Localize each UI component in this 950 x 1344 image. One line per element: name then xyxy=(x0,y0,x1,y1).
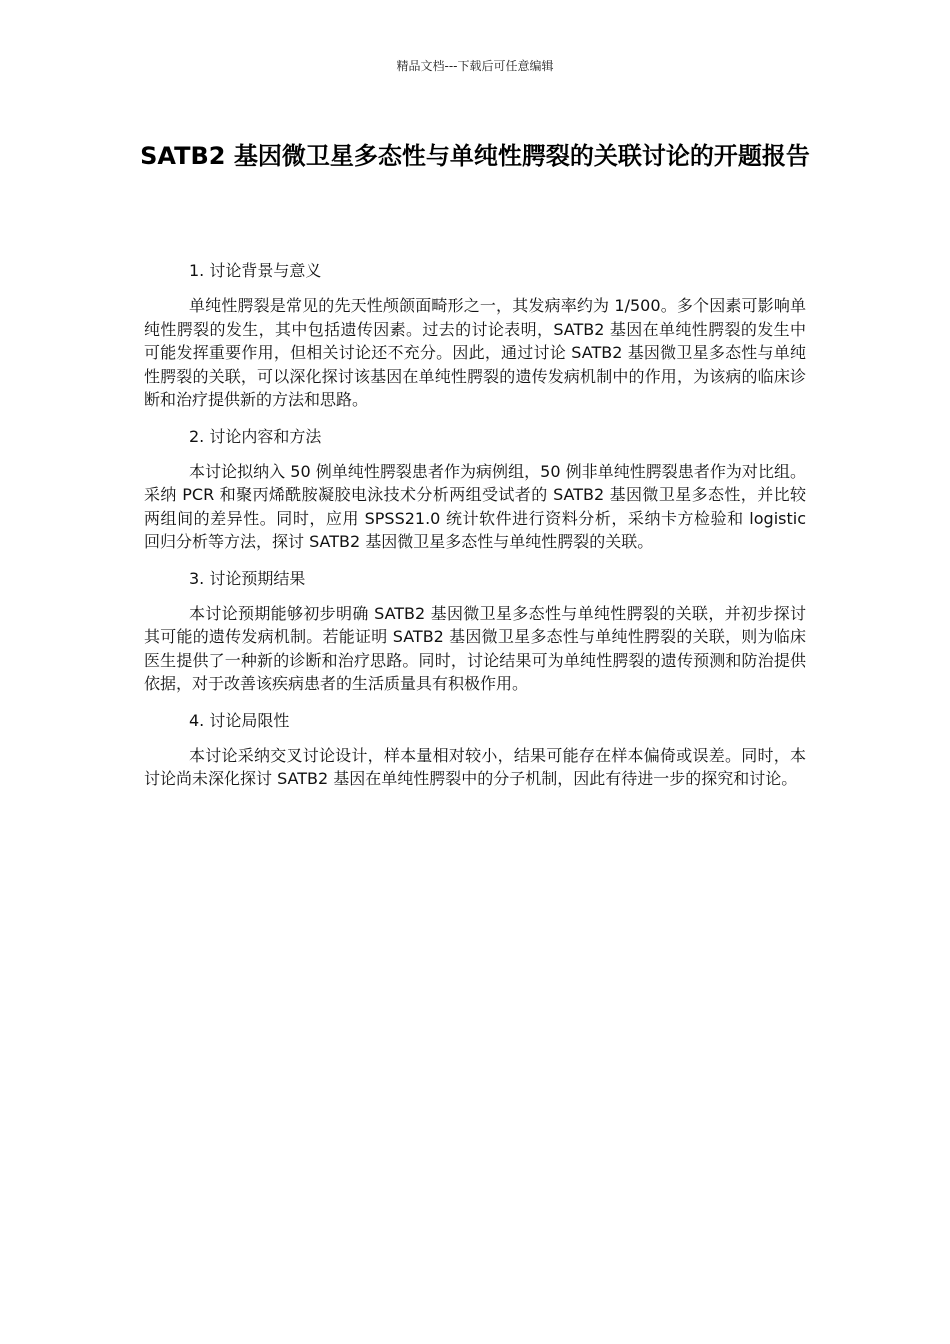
document-title: SATB2 基因微卫星多态性与单纯性腭裂的关联讨论的开题报告 xyxy=(140,142,810,170)
section-heading-1: 1. 讨论背景与意义 xyxy=(189,261,322,280)
header-note: 精品文档---下载后可任意编辑 xyxy=(396,59,554,73)
section-heading-4: 4. 讨论局限性 xyxy=(189,710,290,730)
section-paragraph-3: 本讨论预期能够初步明确 SATB2 基因微卫星多态性与单纯性腭裂的关联，并初步探讨其可能的遗传发病机制。若能证明 SATB2 基因微卫星多态性与单纯性腭裂的关联，则为临床医生提供了一种新的诊断和治疗思路。同时，讨论结果可为单纯性腭裂的遗传预测和防治提供依据，对于改善该疾病患者的生活质量具有积极作用。 xyxy=(144,603,806,693)
section-paragraph-4: 本讨论采纳交叉讨论设计，样本量相对较小，结果可能存在样本偏倚或误差。同时，本讨论尚未深化探讨 SATB2 基因在单纯性腭裂中的分子机制，因此有待进一步的探究和讨论。 xyxy=(144,745,806,788)
section-paragraph-2: 本讨论拟纳入 50 例单纯性腭裂患者作为病例组，50 例非单纯性腭裂患者作为对比组。采纳 PCR 和聚丙烯酰胺凝胶电泳技术分析两组受试者的 SATB2 基因微卫星多态性，并比较两组间的差异性。同时，应用 SPSS21.0 统计软件进行资料分析，采纳卡方检验和 logistic 回归分析等方法，探讨 SATB2 基因微卫星多态性与单纯性腭裂的关联。 xyxy=(144,461,806,551)
section-heading-3: 3. 讨论预期结果 xyxy=(189,568,306,588)
section-paragraph-1: 单纯性腭裂是常见的先天性颅颌面畸形之一，其发病率约为 1/500。多个因素可影响单纯性腭裂的发生，其中包括遗传因素。过去的讨论表明，SATB2 基因在单纯性腭裂的发生中可能发挥重要作用，但相关讨论还不充分。因此，通过讨论 SATB2 基因微卫星多态性与单纯性腭裂的关联，可以深化探讨该基因在单纯性腭裂的遗传发病机制中的作用，为该病的临床诊断和治疗提供新的方法和思路。 xyxy=(144,296,806,409)
section-heading-2: 2. 讨论内容和方法 xyxy=(189,426,322,446)
document-body xyxy=(144,258,806,803)
